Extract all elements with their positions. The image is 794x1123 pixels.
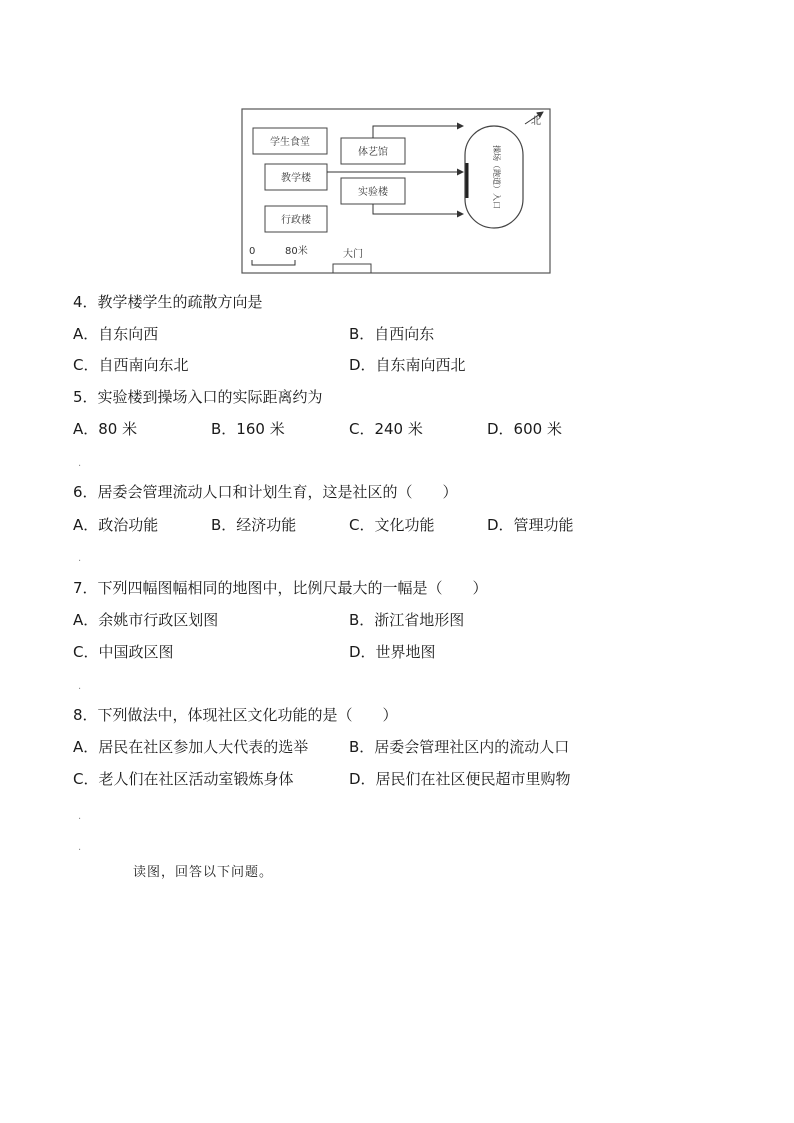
paragraph-mark: · [78, 556, 82, 567]
q8-option-d[interactable]: D．居民们在社区便民超市里购物 [349, 770, 571, 788]
admin-label: 行政楼 [281, 215, 311, 226]
question-5-stem: 5．实验楼到操场入口的实际距离约为 [73, 388, 323, 406]
sports-label: 体艺馆 [358, 147, 388, 158]
north-label: 北 [531, 116, 541, 127]
q6-option-c[interactable]: C．文化功能 [349, 516, 435, 534]
campus-map [241, 108, 551, 274]
lab-label: 实验楼 [358, 187, 388, 198]
question-8-stem: 8．下列做法中，体现社区文化功能的是（ ） [73, 706, 398, 724]
teaching-label: 教学楼 [281, 173, 311, 184]
q8-option-b[interactable]: B．居委会管理社区内的流动人口 [349, 738, 570, 756]
gate-label: 大门 [343, 249, 363, 260]
scale-length: 80米 [285, 246, 308, 257]
q6-option-b[interactable]: B．经济功能 [211, 516, 297, 534]
q5-option-a[interactable]: A．80 米 [73, 420, 138, 438]
q7-option-a[interactable]: A．余姚市行政区划图 [73, 611, 219, 629]
q4-option-a[interactable]: A．自东向西 [73, 325, 159, 343]
q5-option-c[interactable]: C．240 米 [349, 420, 423, 438]
paragraph-mark: · [78, 845, 82, 856]
q5-option-d[interactable]: D．600 米 [487, 420, 562, 438]
paragraph-mark: · [78, 461, 82, 472]
q4-option-b[interactable]: B．自西向东 [349, 325, 435, 343]
paragraph-mark: · [78, 684, 82, 695]
scale-zero: 0 [249, 246, 256, 257]
q7-option-b[interactable]: B．浙江省地形图 [349, 611, 465, 629]
field-label: 操场（跑道）入口 [492, 145, 501, 209]
campus-map-svg [241, 108, 551, 274]
q7-option-c[interactable]: C．中国政区图 [73, 643, 174, 661]
q4-option-c[interactable]: C．自西南向东北 [73, 356, 189, 374]
q7-option-d[interactable]: D．世界地图 [349, 643, 436, 661]
question-6-stem: 6．居委会管理流动人口和计划生育，这是社区的（ ） [73, 483, 458, 501]
canteen-label: 学生食堂 [270, 137, 310, 148]
q5-option-b[interactable]: B．160 米 [211, 420, 285, 438]
question-4-stem: 4．教学楼学生的疏散方向是 [73, 293, 263, 311]
paragraph-mark: · [78, 814, 82, 825]
q6-option-a[interactable]: A．政治功能 [73, 516, 159, 534]
q6-option-d[interactable]: D．管理功能 [487, 516, 574, 534]
question-7-stem: 7．下列四幅图幅相同的地图中，比例尺最大的一幅是（ ） [73, 579, 488, 597]
q4-option-d[interactable]: D．自东南向西北 [349, 356, 466, 374]
q8-option-c[interactable]: C．老人们在社区活动室锻炼身体 [73, 770, 294, 788]
reading-instruction: 读图，回答以下问题。 [133, 865, 274, 880]
q8-option-a[interactable]: A．居民在社区参加人大代表的选举 [73, 738, 309, 756]
